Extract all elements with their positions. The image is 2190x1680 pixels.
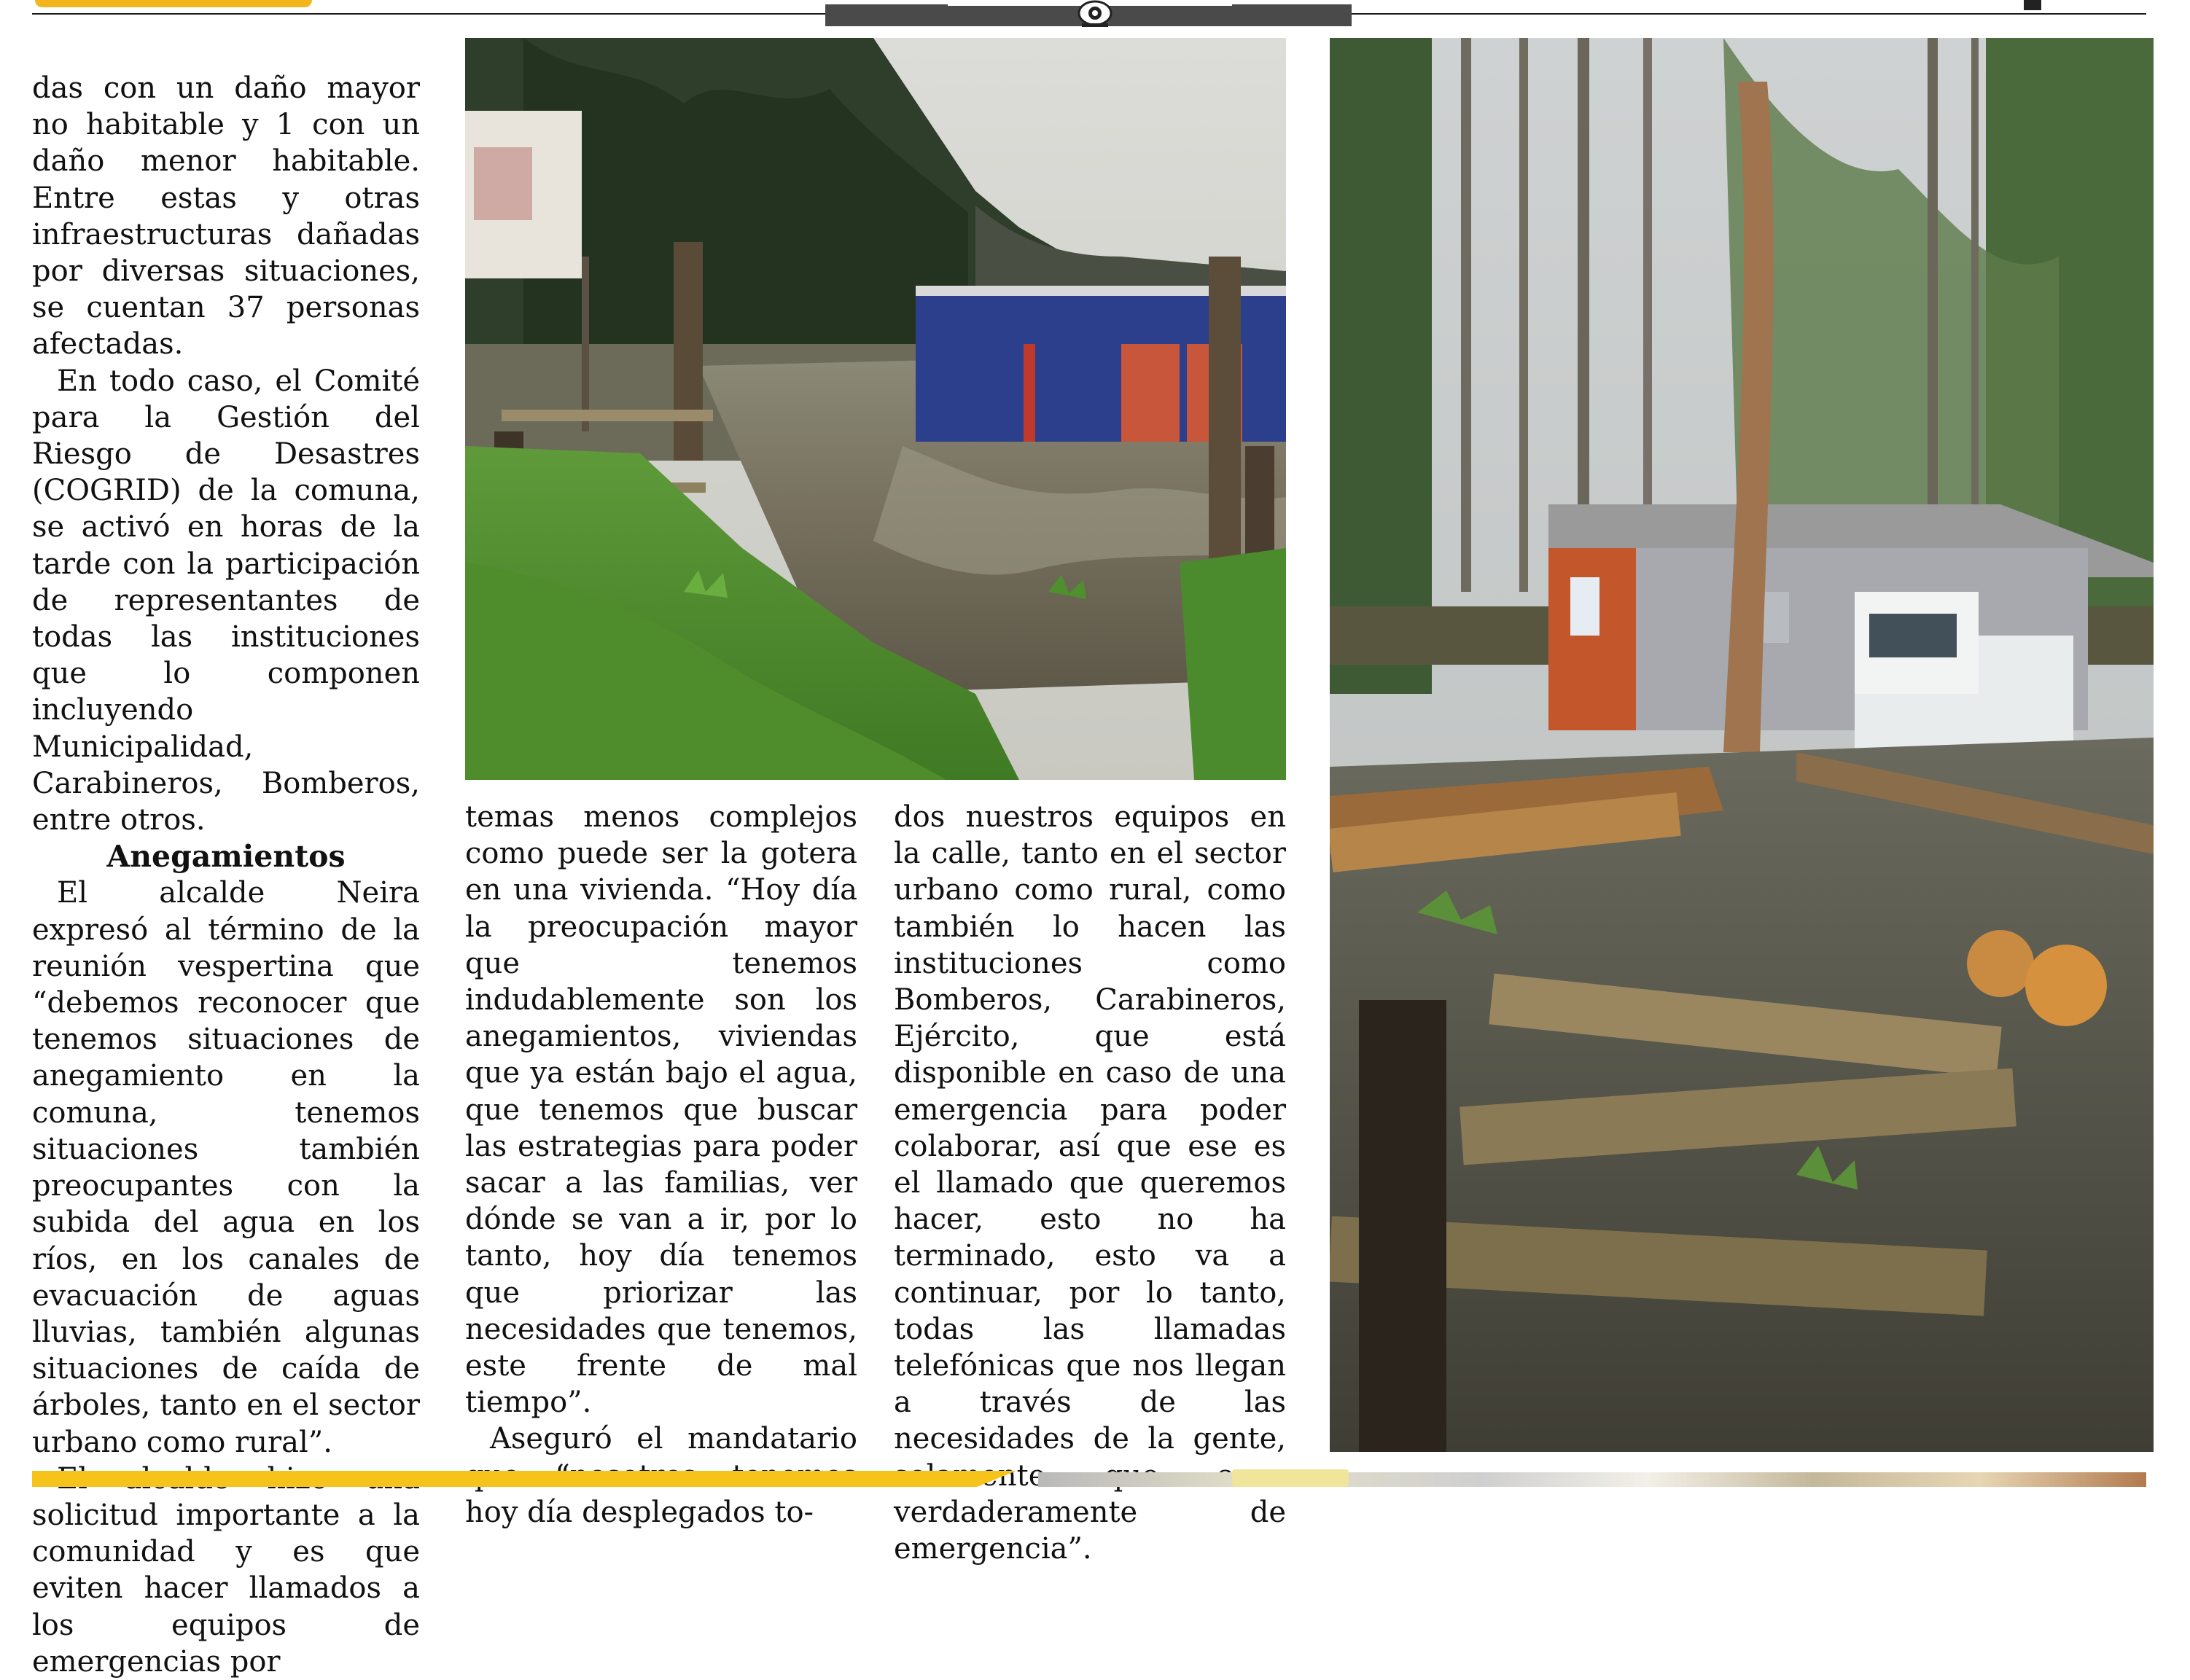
paragraph: dos nuestros equipos en la calle, tanto en el sector urbano como rural, como también lo hacen las instituciones como Bomberos, Carabineros, Ejército, que está disponible en caso de una emergencia para poder colaborar, así que ese es el llamado que queremos hacer, esto no ha terminado, esto va a continuar, por lo tanto, todas las llamadas telefónicas que nos llegan a través de las necesidades de la gente, verdaderamente de emergencia”. <box>894 800 1286 1566</box>
page-corner-mark <box>2024 0 2041 10</box>
fallen-trees-photo <box>1330 38 2154 1452</box>
paragraph: temas menos complejos como puede ser la gotera en una vivienda. “Hoy día la preocupación mayor que tenemos indudablemente son los anegamientos, viviendas que ya están bajo el agua, que tenemos que buscar las estrategias para poder sacar a las familias, ver dónde se van a ir, por lo tanto, hoy día tenemos que priorizar las necesidades que tenemos, este frente de mal tiempo”. <box>465 800 857 1420</box>
section-heading: Anegamientos <box>106 839 346 875</box>
flooded-building-photo <box>465 38 1286 780</box>
footer-sign <box>1232 1469 1349 1487</box>
newspaper-logo-icon <box>1076 0 1114 29</box>
article-column-2 <box>465 799 857 1531</box>
article-column-3 <box>894 799 1286 1567</box>
footer-photo-strip <box>1038 1472 2146 1487</box>
paragraph: El alcalde Neira expresó al término de la reunión vespertina que “debemos reconocer que tenemos situaciones de anegamiento en la comuna, tenemos situaciones también preocupantes con la subida del agua en los ríos, en los canales de evacuación de aguas lluvias, también algunas situaciones de caída de árboles, tanto en el sector urbano como rural”. <box>32 876 420 1459</box>
paragraph: das con un daño mayor no habitable y 1 con un daño menor habitable. Entre estas y otras infraestructuras dañadas por diversas situaciones, se cuentan 37 personas afectadas. <box>32 71 420 362</box>
paragraph: solicitud importante a la comunidad y es que eviten hacer llamados a los equipos de emergencias por <box>32 1498 420 1679</box>
header-accent-tab <box>35 0 312 7</box>
article-column-1 <box>32 70 420 1680</box>
paragraph: En todo caso, el Comité para la Gestión del Riesgo de Desastres (COGRID) de la comuna, se activó en horas de la tarde con la participación de representantes de todas las instituciones que lo componen incluyendo Municipalidad, Carabineros, Bomberos, entre otros. <box>32 364 420 837</box>
footer-accent-bar <box>32 1471 1016 1487</box>
paragraph: Aseguró el mandatario hoy día desplegados to- <box>465 1422 857 1529</box>
